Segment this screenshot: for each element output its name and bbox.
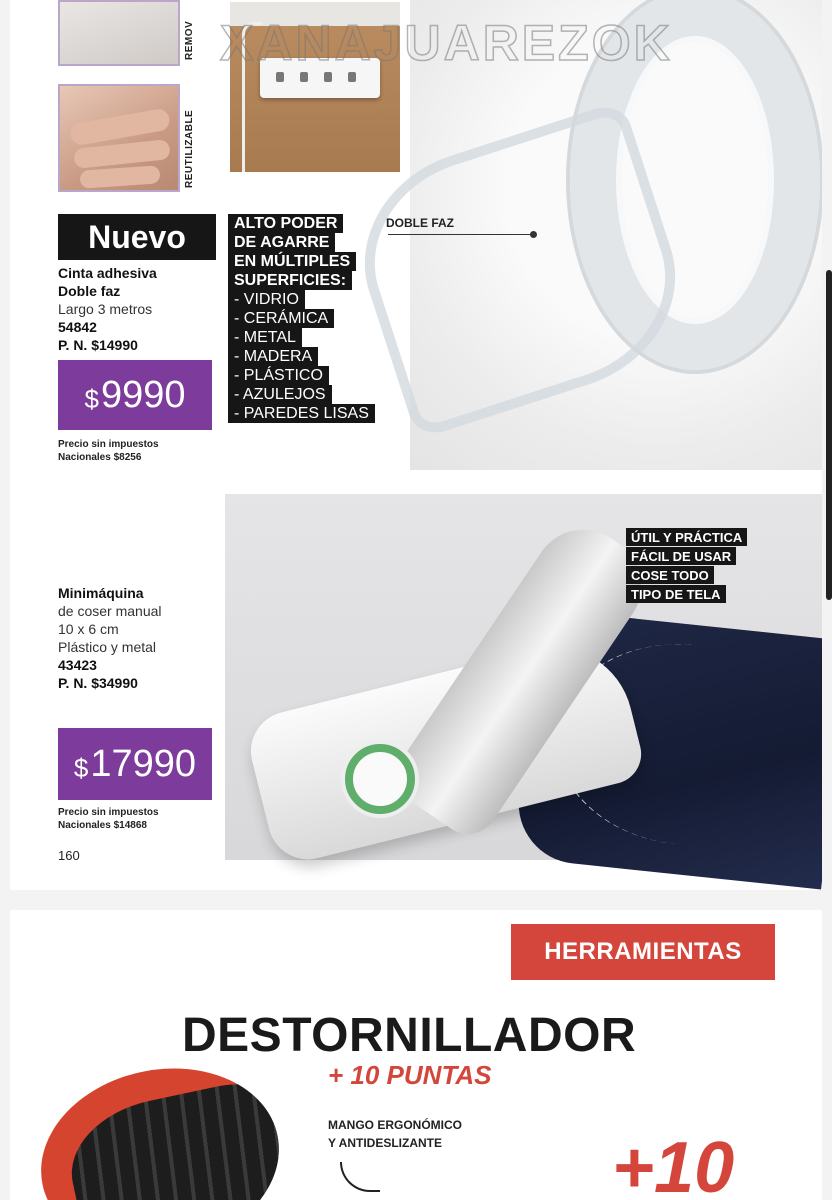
- product2-code: 43423: [58, 657, 97, 673]
- callout-line: [388, 234, 534, 235]
- screwdriver-handle-image: [24, 1047, 296, 1200]
- product2-tax-note: [58, 806, 159, 832]
- product1-info: [58, 264, 157, 354]
- removable-label: REMOV: [184, 20, 195, 60]
- product1-name-line2: Doble faz: [58, 283, 121, 299]
- sew-claim: ÚTIL Y PRÁCTICA: [626, 528, 747, 546]
- page-number: 160: [58, 848, 80, 863]
- sewing-machine-wheel: [345, 744, 415, 814]
- surface-item: - PAREDES LISAS: [228, 404, 375, 423]
- product2-tax-line1: Precio sin impuestos: [58, 807, 159, 818]
- sew-claim: FÁCIL DE USAR: [626, 547, 736, 565]
- product2-name: Minimáquina: [58, 585, 144, 601]
- product2-price: 17990: [90, 742, 197, 785]
- plus-ten-badge: +10: [612, 1128, 735, 1200]
- product1-tax-line1: Precio sin impuestos: [58, 439, 159, 450]
- section-tab-tools: HERRAMIENTAS: [511, 924, 775, 980]
- product2-list-price: P. N. $34990: [58, 675, 138, 691]
- product3-subtitle: + 10 PUNTAS: [328, 1060, 492, 1090]
- grip-note-line2: Y ANTIDESLIZANTE: [328, 1136, 443, 1150]
- callout-dot: [530, 231, 537, 238]
- surface-item: - MADERA: [228, 347, 318, 366]
- surface-item: - METAL: [228, 328, 302, 347]
- surface-item: - VIDRIO: [228, 290, 305, 309]
- grip-note-line1: MANGO ERGONÓMICO: [328, 1118, 462, 1132]
- product1-price-symbol: $: [84, 383, 99, 414]
- watermark-text: XANAJUAREZOK: [220, 15, 673, 71]
- claim-heading-3: EN MÚLTIPLES: [228, 252, 356, 271]
- product2-detail1: de coser manual: [58, 603, 162, 619]
- product2-price-symbol: $: [73, 752, 89, 783]
- new-badge: Nuevo: [58, 214, 216, 260]
- sew-claim: TIPO DE TELA: [626, 585, 726, 603]
- surface-item: - CERÁMICA: [228, 309, 334, 328]
- claim-heading-2: DE AGARRE: [228, 233, 335, 252]
- grip-note: [328, 1116, 462, 1152]
- product2-claims: [626, 528, 747, 604]
- double-sided-callout: DOBLE FAZ: [386, 216, 454, 230]
- claim-heading-1: ALTO PODER: [228, 214, 343, 233]
- claim-heading-4: SUPERFICIES:: [228, 271, 352, 290]
- product3-title: DESTORNILLADOR: [182, 1009, 637, 1062]
- scrollbar-thumb[interactable]: [826, 270, 832, 600]
- product1-claims: [228, 214, 388, 423]
- product1-price-tag: [58, 360, 212, 430]
- reusable-label: REUTILIZABLE: [184, 109, 195, 188]
- product1-list-price: P. N. $14990: [58, 337, 138, 353]
- product2-tax-line2: Nacionales $14868: [58, 820, 147, 831]
- product1-name-line1: Cinta adhesiva: [58, 265, 157, 281]
- removable-thumbnail: [58, 0, 180, 66]
- product2-price-tag: [58, 728, 212, 800]
- catalog-page-tools: [10, 910, 822, 1200]
- product2-detail3: Plástico y metal: [58, 639, 157, 655]
- product1-code: 54842: [58, 319, 97, 335]
- surface-item: - PLÁSTICO: [228, 366, 329, 385]
- product2-info: [58, 584, 162, 692]
- reusable-thumbnail: [58, 84, 180, 192]
- screwdriver-grip-image: [59, 1072, 296, 1200]
- arrow-icon: [340, 1162, 380, 1192]
- product1-price: 9990: [100, 373, 186, 416]
- surface-item: - AZULEJOS: [228, 385, 332, 404]
- catalog-page-160: [10, 0, 822, 890]
- product1-tax-note: [58, 438, 159, 464]
- product1-tax-line2: Nacionales $8256: [58, 452, 142, 463]
- product2-detail2: 10 x 6 cm: [58, 621, 119, 637]
- sew-claim: COSE TODO: [626, 566, 714, 584]
- product1-detail: Largo 3 metros: [58, 301, 153, 317]
